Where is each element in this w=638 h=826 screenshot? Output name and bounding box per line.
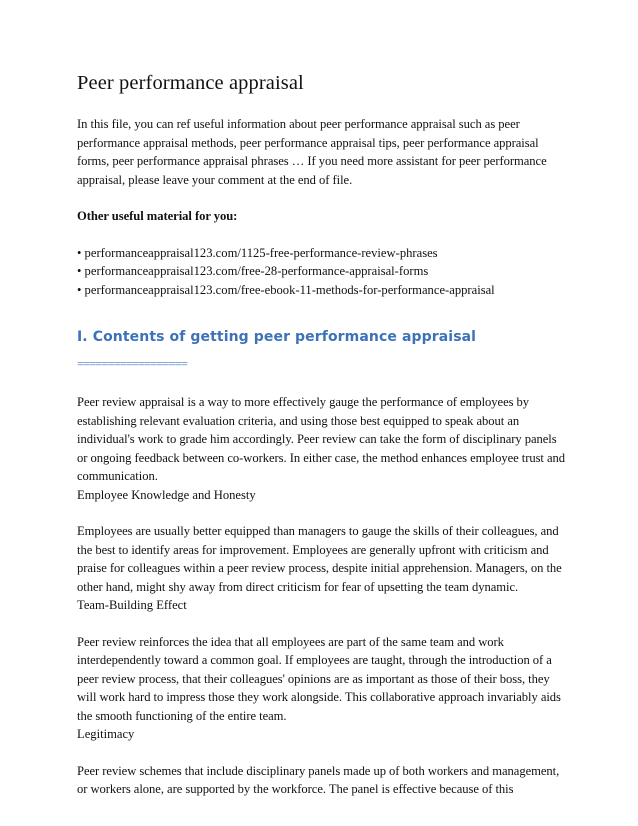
intro-paragraph: In this file, you can ref useful information about peer performance appraisal such as peer performance appraisal methods, peer performance appraisal tips, peer performance appraisal forms, peer performance appraisal phrases … If you need more assistant for peer performance appraisal, please leave your comment at the end of file. (77, 117, 547, 187)
section-rule: ================== (77, 357, 187, 371)
link-item[interactable]: • performanceappraisal123.com/1125-free-performance-review-phrases (77, 245, 438, 260)
subheading: Legitimacy (77, 727, 135, 741)
other-material-label: Other useful material for you: (77, 209, 238, 223)
link-item[interactable]: • performanceappraisal123.com/free-ebook-11-methods-for-performance-appraisal (77, 282, 495, 297)
spacer (77, 226, 567, 244)
body-paragraph: Employees are usually better equipped than managers to gauge the skills of their colleagues, and the best to identify areas for improvement. Employees are generally upfront with criticism and praise for colleagues within a peer review process, despite initial apprehension. Managers, on the other hand, might shy away from direct criticism for fear of upsetting the team dynamic. (77, 524, 562, 594)
spacer (77, 189, 567, 207)
document-content (77, 72, 567, 799)
body-paragraph: Peer review reinforces the idea that all employees are part of the same team and work interdependently toward a common goal. If employees are taught, through the introduction of a peer review process, that their colleagues' opinions are as important as those of their boss, they will work hard to impress those they work alongside. This collaborative approach invariably aids the smooth functioning of the entire team. (77, 634, 561, 723)
link-item[interactable]: • performanceappraisal123.com/free-28-performance-appraisal-forms (77, 264, 429, 278)
body-paragraph: Peer review appraisal is a way to more effectively gauge the performance of employees by establishing relevant evaluation criteria, and using those best equipped to speak about an individual's work to grade him accordingly. Peer review can take the form of disciplinary panels or ongoing feedback between co-workers. In either case, the method enhances employee trust and communication. (77, 395, 566, 483)
body-paragraph: Peer review schemes that include disciplinary panels made up of both workers and management, or workers alone, are supported by the workforce. The panel is effective because of this (77, 763, 560, 796)
section-heading: I. Contents of getting peer performance appraisal (77, 329, 477, 345)
subheading: Employee Knowledge and Honesty (77, 487, 256, 502)
spacer (77, 504, 567, 522)
spacer (77, 744, 567, 762)
spacer (77, 615, 567, 633)
link-list (77, 244, 567, 300)
page-title: Peer performance appraisal (77, 72, 304, 94)
subheading: Team-Building Effect (77, 598, 187, 612)
